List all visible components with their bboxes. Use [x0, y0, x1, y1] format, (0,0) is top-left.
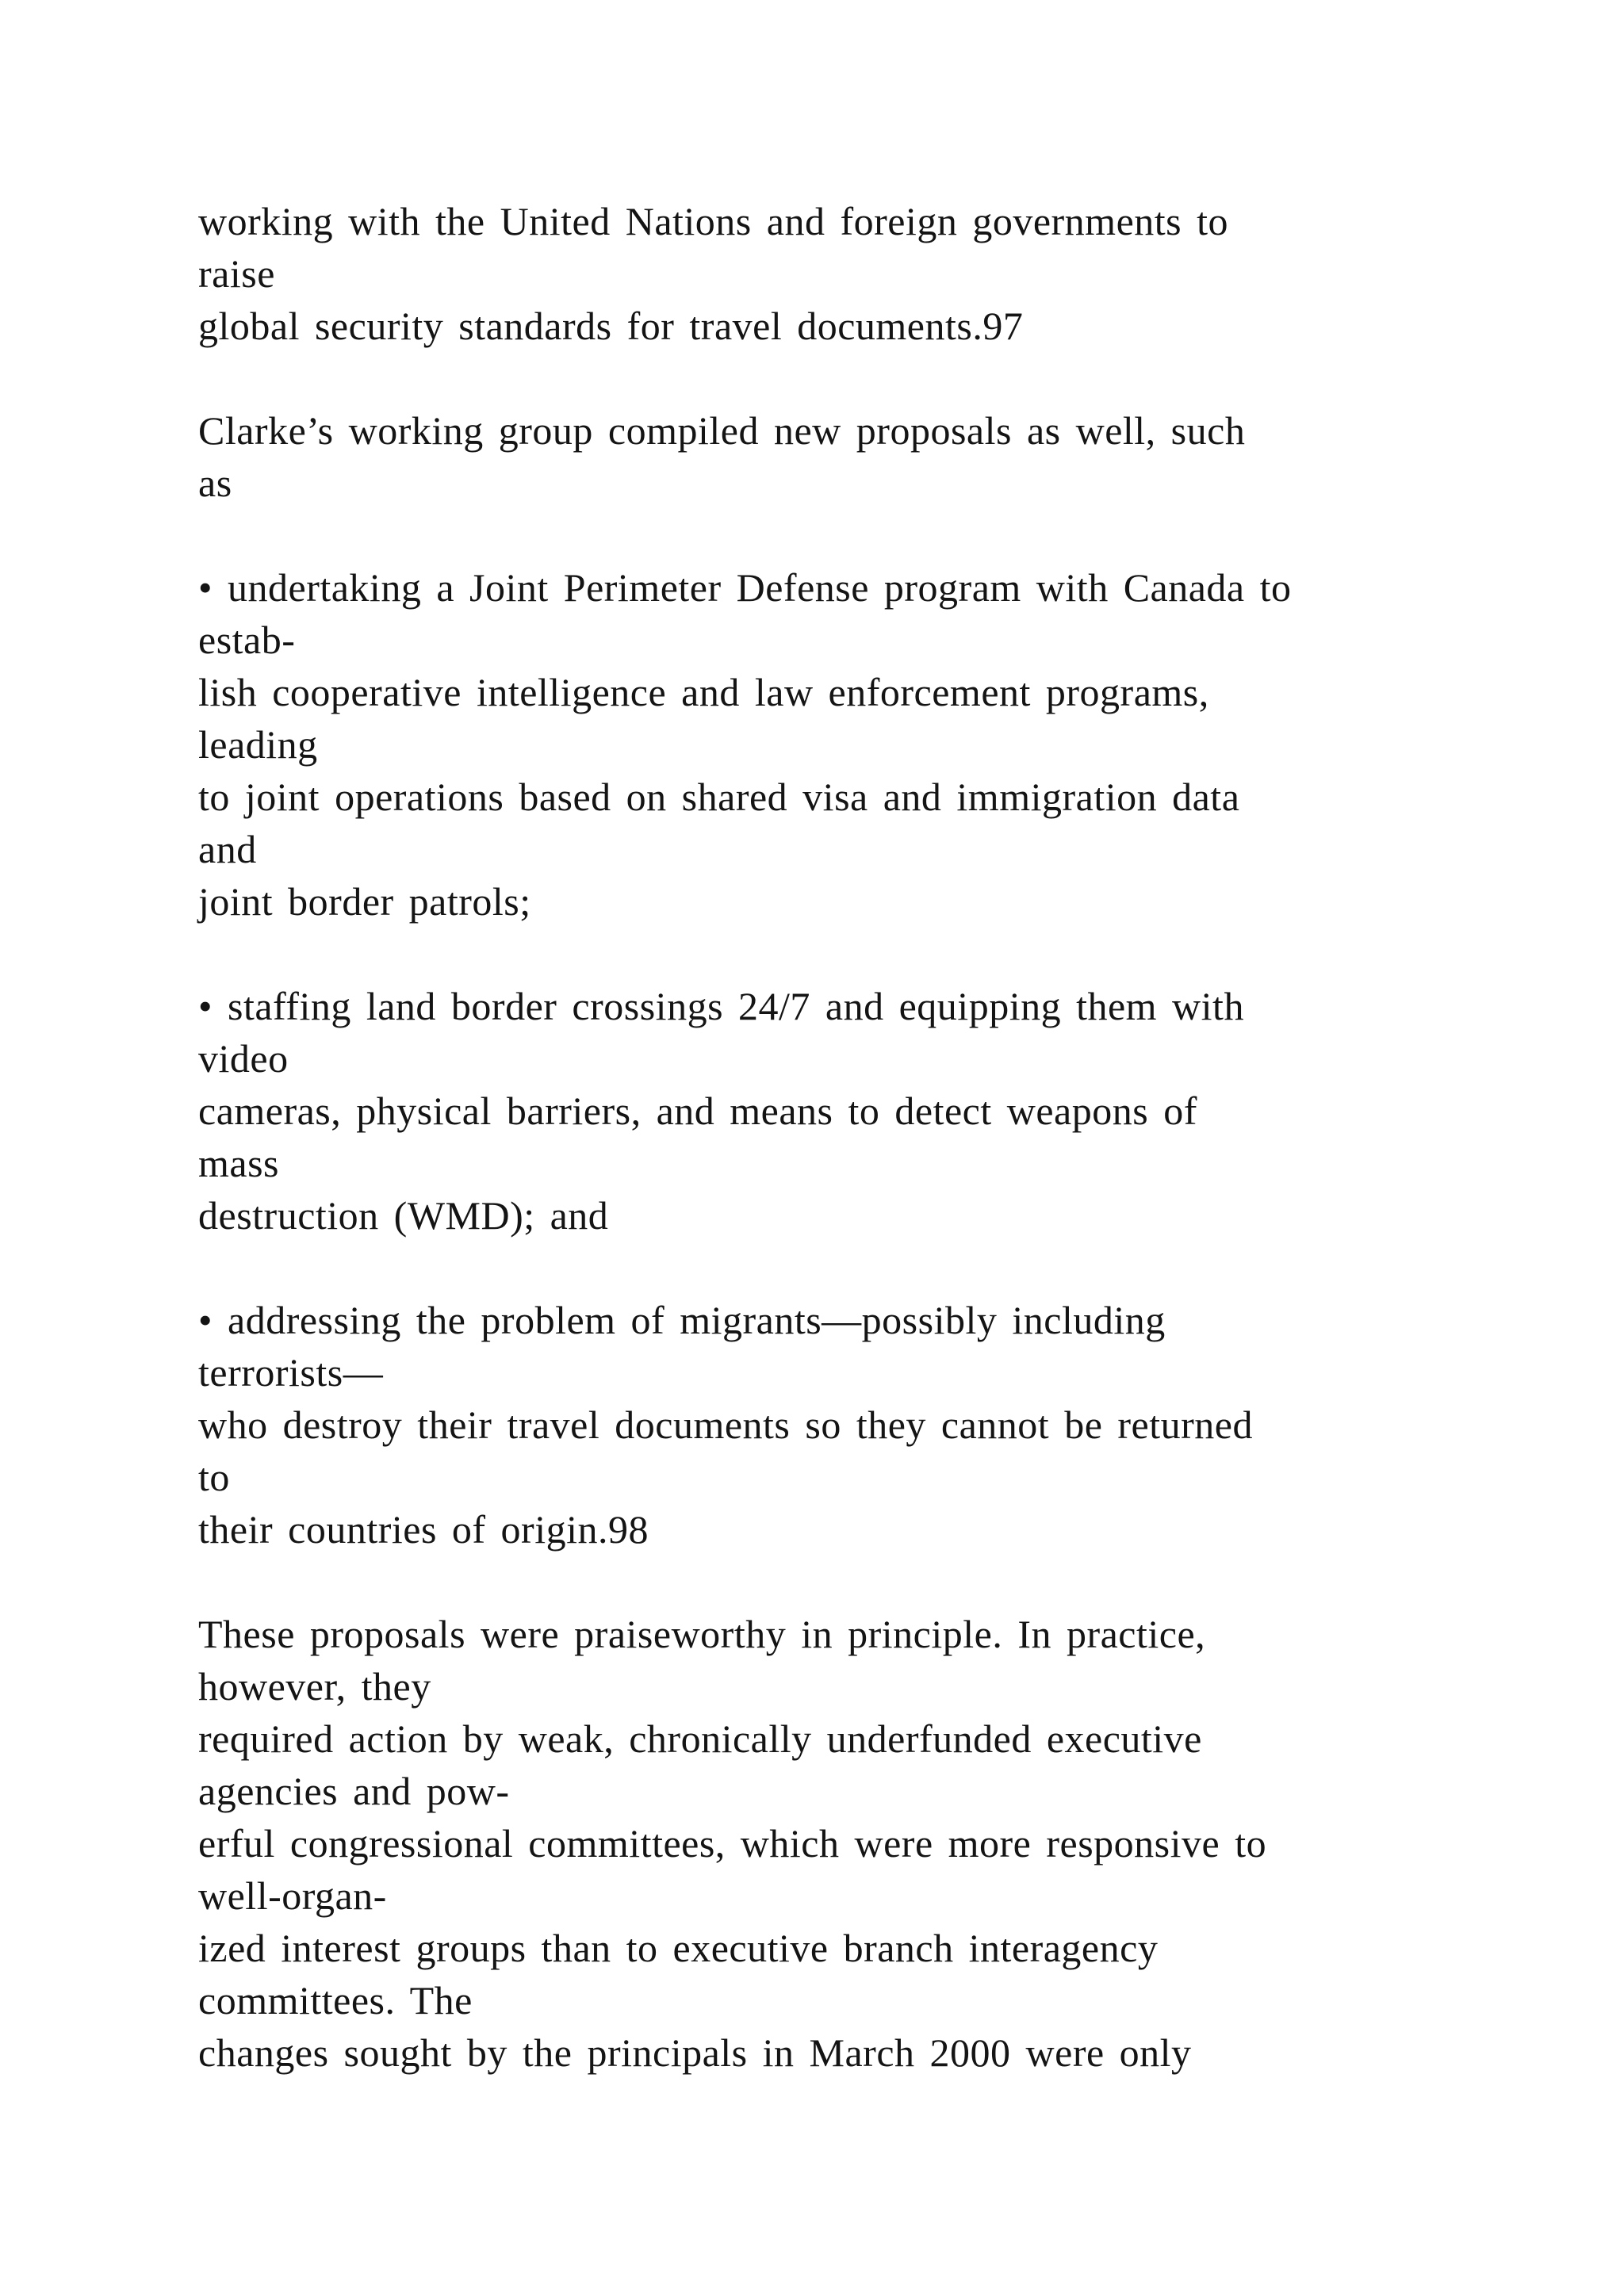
- text-line: video: [198, 1036, 289, 1081]
- text-line: destruction (WMD); and: [198, 1193, 609, 1238]
- text-line: their countries of origin.98: [198, 1507, 649, 1552]
- text-line: however, they: [198, 1664, 431, 1709]
- text-line: ized interest groups than to executive branch interagency: [198, 1926, 1159, 1970]
- text-line: as: [198, 461, 232, 505]
- paragraph-gap: [198, 352, 1594, 404]
- text-line: committees. The: [198, 1978, 473, 2022]
- body-text: [198, 195, 1594, 2079]
- text-line: agencies and pow-: [198, 1769, 510, 1813]
- text-line: to joint operations based on shared visa and immigration data: [198, 775, 1240, 819]
- text-line: mass: [198, 1141, 279, 1185]
- paragraph-gap: [198, 1242, 1594, 1294]
- text-line: who destroy their travel documents so they cannot be returned: [198, 1402, 1253, 1447]
- text-line: estab-: [198, 618, 296, 662]
- text-line: required action by weak, chronically underfunded executive: [198, 1716, 1202, 1761]
- paragraph-gap: [198, 1556, 1594, 1608]
- text-line: Clarke’s working group compiled new proposals as well, such: [198, 408, 1246, 453]
- text-line: erful congressional committees, which were more responsive to: [198, 1821, 1267, 1866]
- text-line: working with the United Nations and foreign governments to: [198, 199, 1228, 243]
- text-line: global security standards for travel documents.97: [198, 304, 1024, 348]
- paragraph-gap: [198, 509, 1594, 561]
- text-line: cameras, physical barriers, and means to detect weapons of: [198, 1089, 1197, 1133]
- text-line: These proposals were praiseworthy in principle. In practice,: [198, 1612, 1206, 1656]
- text-line: and: [198, 827, 257, 871]
- text-line: raise: [198, 251, 275, 296]
- text-line: terrorists—: [198, 1350, 384, 1395]
- text-line: joint border patrols;: [198, 879, 531, 924]
- text-line: lish cooperative intelligence and law enforcement programs,: [198, 670, 1209, 714]
- text-line: • undertaking a Joint Perimeter Defense program with Canada to: [198, 565, 1292, 610]
- text-line: to: [198, 1455, 230, 1499]
- text-line: • staffing land border crossings 24/7 and equipping them with: [198, 984, 1244, 1028]
- text-line: well-organ-: [198, 1873, 387, 1918]
- text-line: • addressing the problem of migrants—possibly including: [198, 1298, 1166, 1342]
- text-line: changes sought by the principals in March 2000 were only: [198, 2030, 1192, 2075]
- paragraph-gap: [198, 928, 1594, 980]
- text-line: leading: [198, 722, 318, 767]
